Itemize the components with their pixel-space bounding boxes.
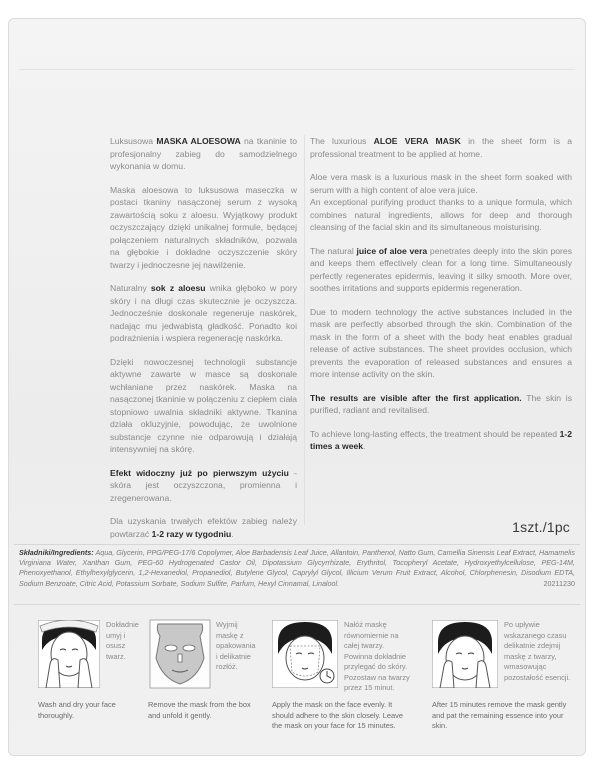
batch-code: 20211230 [543, 578, 575, 588]
step-2-pl: Wyjmij maskę z opakowania i delikatnie rozłóż. [216, 620, 256, 671]
apply-mask-illustration [272, 620, 338, 688]
pl-paragraph-3: Naturalny sok z aloesu wnika głęboko w pory skóry i na długi czas skutecznie je oczyszcza. Jednocześnie doskonale regeneruje naskórek, nadając mu jedwabistą gładkość. Ponadto koi podrażnienia i wspiera regenerację naskórka. [110, 283, 297, 343]
ingredients-top-rule [14, 544, 580, 545]
en-paragraph-4: Due to modern technology the active substances included in the mask are perfectly absorbed through the skin. Combination of the mask in the form of a sheet with the body heat enables gradual release of active substances. The sheet provides occlusion, which prevents the evaporation of released substances and ensures a more intense activity on the skin. [310, 306, 572, 379]
step-1-pl: Dokładnie umyj i osusz twarz. [106, 620, 139, 661]
pl-paragraph-2: Maska aloesowa to luksusowa maseczka w postaci tkaniny nasączonej serum z wysoką zawartością soku z aloesu. Wyjątkowy produkt oczyszczający dzięki unikalnej formule, będącej połączeniem naturalnych składników, pozwala na głębokie i dokładne oczyszczenie skóry twarzy i jednoczesne jej nawilżenie. [110, 184, 297, 270]
ingredients-label: Składniki/Ingredients: [19, 548, 94, 557]
step-2-en: Remove the mask from the box and unfold it gently. [148, 700, 251, 720]
ingredients-list [19, 548, 575, 589]
pl-paragraph-6: Dla uzyskania trwałych efektów zabieg należy powtarzać 1-2 razy w tygodniu. [110, 516, 297, 539]
step-3-en: Apply the mask on the face evenly. It should adhere to the skin closely. Leave the mask on your face for 15 minutes. [272, 700, 403, 730]
pl-paragraph-4: Dzięki nowoczesnej technologii substancje aktywne zawarte w masce są doskonale wchłaniane przez naskórek. Maska na nasączonej tkaninie w połączeniu z ciepłem ciała stopniowo uwalnia składniki aktywne. Tkanina działa okluzyjnie, powodując, że uwolnione substancje czynne nie odparowują i działają intensywniej na skórę. [110, 356, 297, 454]
column-divider [304, 135, 305, 525]
pl-paragraph-1: Luksusowa MASKA ALOESOWA na tkaninie to profesjonalny zabieg do samodzielnego wykonania w domu. [110, 136, 298, 171]
quantity-label: 1szt./1pc [512, 519, 570, 535]
en-paragraph-5: The results are visible after the first application. The skin is purified, radiant and revitalised. [310, 392, 572, 415]
steps-top-rule [14, 604, 580, 605]
en-paragraph-1: The luxurious ALOE VERA MASK in the sheet form is a professional treatment to be applied at home. [310, 136, 572, 159]
english-description [310, 135, 572, 464]
en-paragraph-6: To achieve long-lasting effects, the treatment should be repeated 1-2 times a week. [310, 428, 572, 451]
step-4-pl: Po upływie wskazanego czasu delikatnie zdejmij maskę z twarzy, wmasowując pozostałość esencji. [504, 620, 571, 682]
step-1-en: Wash and dry your face thoroughly. [38, 700, 116, 720]
ingredients-text: Aqua, Glycerin, PPG/PEG-17/6 Copolymer, Aloe Barbadensis Leaf Juice, Allantoin, Panthenol, Natto Gum, Camellia Sinensis Leaf Extract, Hamamelis Virginiana Water, Xanthan Gum, PEG-60 Hydrogenated Castor Oil, Dipotassium Glycyrrhizate, Erythritol, Tocopheryl Acetate, Hydroxyethylcellulose, PEG-14M, Phenoxyethanol, Ethylhexylglycerin, 1,2-Hexanediol, Propanediol, Butylene Glycol, Caprylyl Glycol, Illicium Verum Fruit Extract, Alcohol, Chlorphenesin, Disodium EDTA, Sodium Benzoate, Citric Acid, Potassium Sorbate, Sodium Sulfite, Parfum, Hexyl Cinnamal, Linalool. [19, 548, 575, 588]
en-paragraph-3: The natural juice of aloe vera penetrates deeply into the skin pores and keeps them effectively clean for a long time. Simultaneously perfectly regenerates epidermis, leaving it silky smooth. More over, soothes irritations and supports epidermis regeneration. [310, 245, 572, 293]
en-paragraph-2: Aloe vera mask is a luxurious mask in the sheet form soaked with serum with a high content of aloe vera juice. [310, 172, 572, 195]
remove-mask-illustration [432, 620, 498, 688]
unfold-mask-illustration [148, 618, 212, 690]
en-paragraph-2b: An exceptional purifying product thanks to a unique formula, which combines natural ingredients, allows for deep and thorough cleansing of the facial skin and its simultaneous moisturising. [310, 197, 572, 232]
wash-face-illustration [38, 620, 100, 688]
step-3-pl: Nałóż maskę równomiernie na całej twarzy. Powinna dokładnie przylegać do skóry. Pozostaw na twarzy przez 15 minut. [344, 620, 410, 692]
pl-paragraph-5: Efekt widoczny już po pierwszym użyciu - skóra jest oczyszczona, promienna i zregenerowana. [110, 467, 298, 503]
polish-description [110, 135, 297, 551]
step-4-en: After 15 minutes remove the mask gently and pat the remaining essence into your skin. [432, 700, 567, 730]
